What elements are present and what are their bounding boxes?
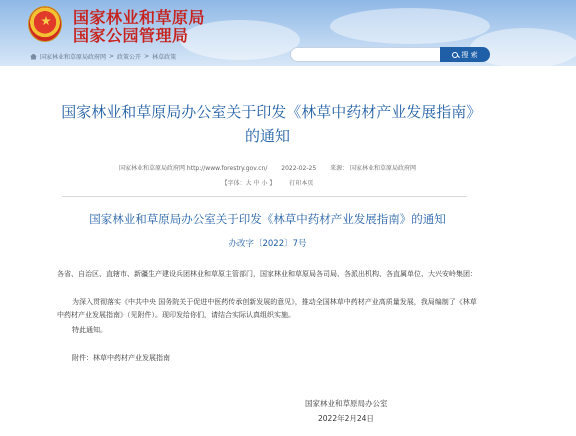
article-from: 来源： 国家林业和草原局政府网	[330, 165, 416, 172]
agency-line-1: 国家林业和草原局	[73, 8, 206, 27]
breadcrumb-separator: >	[109, 53, 115, 60]
attachment-link[interactable]: 附件：林草中药材产业发展指南	[72, 354, 170, 362]
page-gutter	[505, 66, 576, 436]
article-meta	[30, 163, 505, 172]
agency-line-2: 国家公园管理局	[73, 26, 189, 45]
breadcrumb	[30, 52, 176, 61]
article-title: 国家林业和草原局办公室关于印发《林草中药材产业发展指南》的通知	[61, 103, 474, 145]
document-closing: 特此通知。	[72, 326, 107, 334]
divider	[62, 196, 467, 197]
breadcrumb-policy[interactable]: 林草政策	[152, 54, 177, 61]
document-recipients: 各省、自治区、直辖市、新疆生产建设兵团林业和草原主管部门，国家林业和草原局各司局、各派出机构、各直属单位、大兴安岭集团：	[57, 270, 477, 278]
document-paragraph: 为深入贯彻落实《中共中央 国务院关于促进中医药传承创新发展的意见》，推动全国林草中药材产业高质量发展，我局编制了《林草中药材产业发展指南》（见附件）。现印发给你们，请结合实际认真组织实施。	[57, 298, 477, 319]
document-title: 国家林业和草原局办公室关于印发《林草中药材产业发展指南》的通知	[89, 212, 446, 226]
search-button-label: 搜 索	[461, 50, 478, 59]
font-size-selector[interactable]: 【字体：大 中 小 】	[221, 180, 276, 187]
article-tools	[30, 178, 505, 187]
agency-name[interactable]	[73, 9, 205, 45]
document-sign-date: 2022年2月24日	[318, 414, 374, 423]
home-icon	[30, 54, 37, 60]
breadcrumb-policy-public[interactable]: 政策公开	[117, 54, 142, 61]
search-input[interactable]	[290, 47, 440, 62]
search-bar	[290, 47, 490, 62]
article-date: 2022-02-25	[281, 165, 317, 172]
breadcrumb-home[interactable]: 国家林业和草原局政府网	[40, 54, 107, 61]
search-button[interactable]	[440, 47, 490, 62]
national-emblem-icon	[28, 6, 62, 42]
print-button[interactable]: 打印本页	[289, 180, 314, 187]
document-number: 办改字〔2022〕7号	[228, 239, 307, 249]
search-icon	[452, 52, 458, 58]
article-source: 国家林业和草原局政府网 http://www.forestry.gov.cn/	[119, 165, 268, 172]
cloud-decoration	[330, 8, 490, 44]
breadcrumb-separator: >	[144, 53, 150, 60]
document-signer: 国家林业和草原局办公室	[305, 399, 388, 408]
site-header	[0, 0, 576, 66]
